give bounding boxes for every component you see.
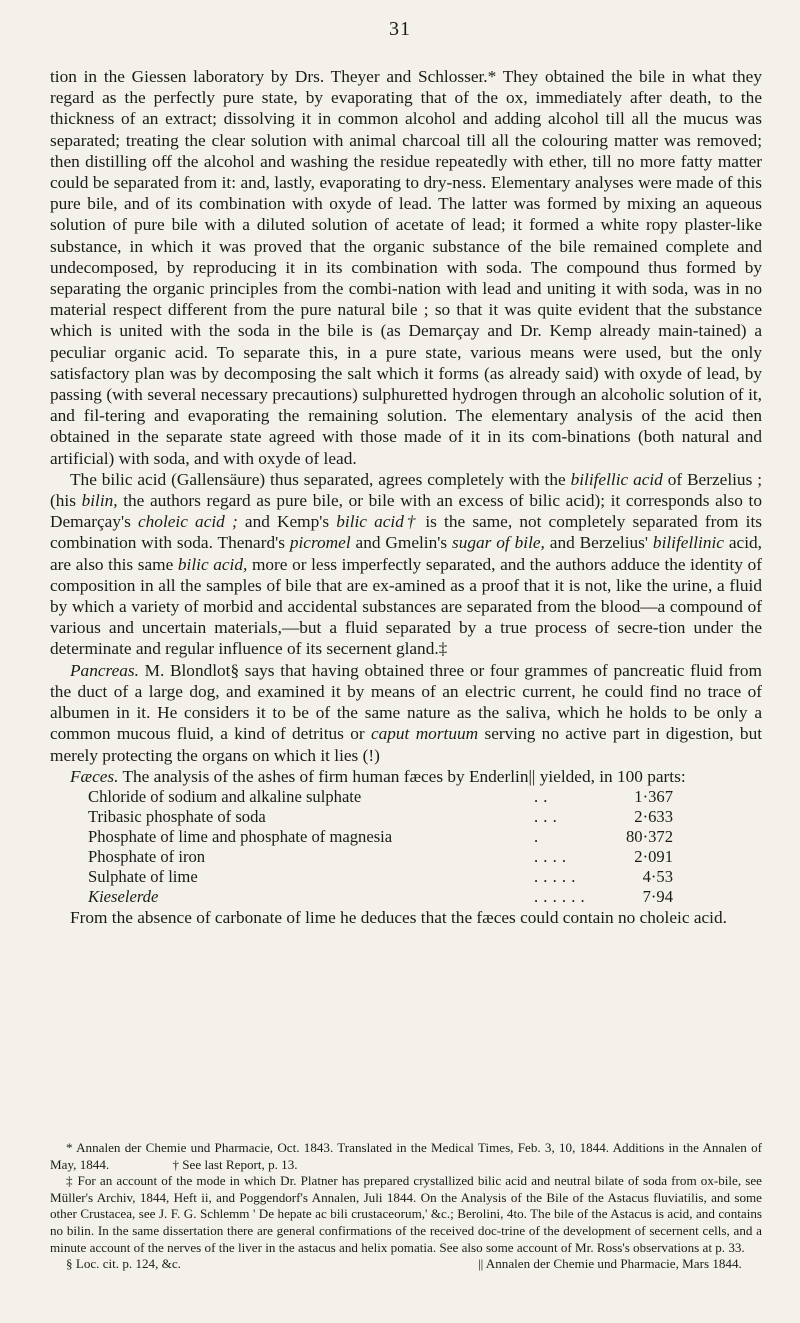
table-row [88, 787, 673, 807]
footnote-pair [50, 1256, 762, 1273]
faeces-analysis-table [88, 787, 673, 907]
dot-leader: . . . . . . [534, 886, 586, 906]
substance-value: 80·372 [625, 826, 673, 846]
substance-value: 2·633 [634, 806, 673, 826]
substance-value: 2·091 [634, 846, 673, 866]
paragraph-pancreas: Pancreas. M. Blondlot§ says that having obtained three or four grammes of pancreatic fluid from the duct of a large dog, and examined it by means of an electric current, he could find no trace of albumen in it. He considers it to be of the same nature as the saliva, which he holds to be only a common mucous fluid, a kind of detritus or caput mortuum serving no active part in digestion, but merely protecting the organs on which it lies (!) [50, 660, 763, 765]
body-text [50, 66, 762, 928]
table-row [88, 827, 673, 847]
dot-leader: . . . [534, 806, 558, 826]
table-row [88, 807, 673, 827]
substance-value: 4·53 [642, 866, 673, 886]
substance-name: Phosphate of lime and phosphate of magnesia [88, 826, 393, 846]
paragraph-bilic-acid: The bilic acid (Gallensäure) thus separated, agrees completely with the bilifellic acid of Berzelius ; (his bilin, the authors regard as pure bile, or bile with an excess of bilic acid); it corresponds also to Demarçay's choleic acid ; and Kemp's bilic acid† is the same, not completely separated from its combination with soda. Thenard's picromel and Gmelin's sugar of bile, and Berzelius' bilifellinic acid, are also this same bilic acid, more or less imperfectly separated, and the authors adduce the identity of composition in all the samples of bile that are ex-amined as a proof that it is not, like the urine, a fluid by which a variety of morbid and accidental substances are separated from the blood—a compound of various and uncertain materials,—but a fluid separated by a true process of secre-tion under the determinate and regular influence of its secernent gland.‡ [50, 469, 763, 659]
substance-name: Kieselerde [88, 886, 159, 906]
footnote-platner: ‡ For an account of the mode in which Dr. Platner has prepared crystallized bilic acid and neutral bilate of soda from ox-bile, see Müller's Archiv, 1844, Heft ii, and Poggendorf's Annalen, Juli 1844. On the Analysis of the Bile of the Astacus fluviatilis, and some other Crustacea, see J. F. G. Schlemm ' De hepate ac bili crustaceorum,' &c.; Berolini, 4to. The bile of the Astacus is acid, and contains no bilin. In the same dissertation there are general confirmations of the received doc-trine of the development of secernent cells, and a minute account of the nerves of the liver in the astacus and helix pomatia. See also some account of Mr. Ross's observations at p. 33. [50, 1173, 762, 1255]
dot-leader: . . . . [534, 846, 567, 866]
dot-leader: . . . . . [534, 866, 576, 886]
substance-name: Tribasic phosphate of soda [88, 806, 266, 826]
substance-name: Phosphate of iron [88, 846, 206, 866]
footnotes [50, 1140, 762, 1273]
footnote-annalen: * Annalen der Chemie und Pharmacie, Oct. 1843. Translated in the Medical Times, Feb. 3, 10, 1844. Additions in the Annalen of May, 1844. † See last Report, p. 13. [50, 1140, 762, 1172]
substance-name: Chloride of sodium and alkaline sulphate [88, 786, 362, 806]
paragraph-conclusion: From the absence of carbonate of lime he deduces that the fæces could contain no choleic acid. [70, 907, 727, 927]
substance-name: Sulphate of lime [88, 866, 198, 886]
table-row [88, 887, 673, 907]
substance-value: 7·94 [642, 886, 673, 906]
footnote-loc-cit: § Loc. cit. p. 124, &c. [66, 1256, 181, 1272]
page-number: 31 [389, 18, 411, 40]
substance-value: 1·367 [634, 786, 673, 806]
table-row [88, 867, 673, 887]
footnote-last-report: † See last Report, p. 13. [172, 1156, 298, 1172]
paragraph-giessen-bile: tion in the Giessen laboratory by Drs. Theyer and Schlosser.* They obtained the bile in what they regard as the perfectly pure state, by evaporating that of the ox, immediately after death, to the thickness of an extract; dissolving it in common alcohol and adding alcohol till all the mucus was separated; treating the clear solution with animal charcoal till all the colouring matter was removed; then distilling off the alcohol and washing the residue repeatedly with ether, till no more fatty matter could be separated from it: and, lastly, evaporating to dry-ness. Elementary analyses were made of this pure bile, and of its combination with oxyde of lead. The latter was formed by mixing an aqueous solution of pure bile with a diluted solution of acetate of lead; it formed a white ropy plaster-like substance, in which it was proved that the organic substance of the bile remained complete and undecomposed, by reproducing it in its combination with soda. The compound thus formed by separating the organic principles from the combi-nation with lead and uniting it with soda, was in no material respect different from the pure natural bile ; so that it was quite evident that the substance which is united with the soda in the bile is (as Demarçay and Dr. Kemp already main-tained) a peculiar organic acid. To separate this, in a pure state, various means were used, but the only satisfactory plan was by decomposing the salt which it forms (as already said) with oxyde of lead, by passing (with several necessary precautions) sulphuretted hydrogen through an alcoholic solution of it, and fil-tering and evaporating the remaining solution. The elementary analysis of the acid then obtained in the separate state agreed with those made of it in its com-binations (both natural and artificial) with soda, and with oxyde of lead. [50, 67, 762, 468]
table-row [88, 847, 673, 867]
footnote-annalen-mars: || Annalen der Chemie und Pharmacie, Mars 1844. [478, 1256, 742, 1272]
dot-leader: . [534, 826, 539, 846]
dot-leader: . . [534, 786, 548, 806]
paragraph-faeces: Fæces. The analysis of the ashes of firm human fæces by Enderlin|| yielded, in 100 parts: [70, 766, 686, 786]
